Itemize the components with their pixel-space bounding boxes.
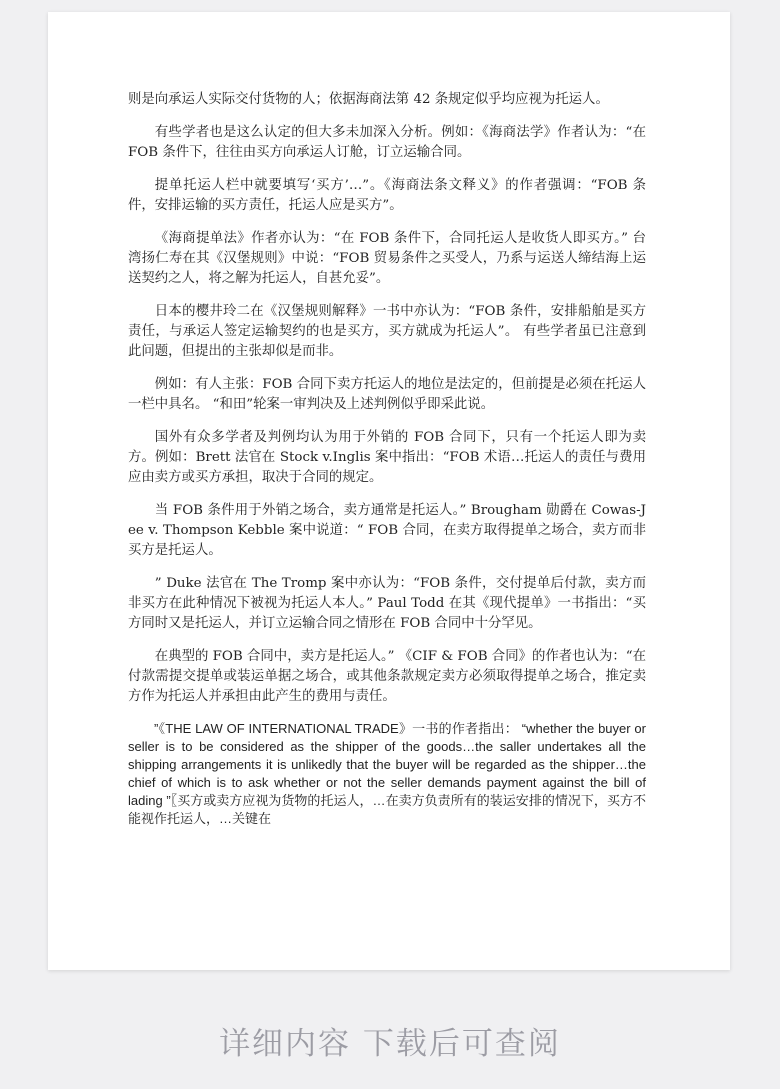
paragraph-6: 例如：有人主张：FOB 合同下卖方托运人的地位是法定的，但前提是必须在托运人一栏中具名。 “和田”轮案一审判决及上述判例似乎即采此说。 xyxy=(128,377,646,412)
download-hint-text: 详细内容 下载后可查阅 xyxy=(219,1026,561,1062)
paragraph-2: 有些学者也是这么认定的但大多未加深入分析。例如：《海商法学》作者认为：“在 FOB 条件下，往往由买方向承运人订舱，订立运输合同。 xyxy=(128,125,646,160)
paragraph-11: ”《THE LAW OF INTERNATIONAL TRADE》一书的作者指出： “whether the buyer or seller is to be considered as the shipper of the goods…the saller undertakes all the shipping arrangements it is unlikedly that the buyer will be regarded as the shipper…the chief of which is to ask whether or not the seller demands payment against the bill of lading ”〖买方或卖方应视为货物的托运人，…在卖方负责所有的装运安排的情况下，买方不能视作托运人，…关键在 xyxy=(128,721,646,826)
document-page xyxy=(48,12,730,970)
paragraph-10: 在典型的 FOB 合同中，卖方是托运人。” 《CIF & FOB 合同》的作者也认为：“在付款需提交提单或装运单据之场合，或其他条款规定卖方必须取得提单之场合，推定卖方作为托运人并承担由此产生的费用与责任。 xyxy=(128,649,646,704)
paragraph-7: 国外有众多学者及判例均认为用于外销的 FOB 合同下，只有一个托运人即为卖方。例如：Brett 法官在 Stock v.Inglis 案中指出：“FOB 术语…托运人的责任与费用应由卖方或买方承担，取决于合同的规定。 xyxy=(128,430,646,485)
document-body xyxy=(128,90,646,841)
paragraph-9: ” Duke 法官在 The Tromp 案中亦认为：“FOB 条件，交付提单后付款，卖方而非买方在此种情况下被视为托运人本人。” Paul Todd 在其《现代提单》一书指出：“买方同时又是托运人，并订立运输合同之情形在 FOB 合同中十分罕见。 xyxy=(128,576,646,631)
paragraph-4: 《海商提单法》作者亦认为：“在 FOB 条件下，合同托运人是收货人即买方。” 台湾扬仁寿在其《汉堡规则》中说：“FOB 贸易条件之买受人，乃系与运送人缔结海上运送契约之人，将之解为托运人，自甚允妥”。 xyxy=(128,231,646,286)
paragraph-1: 则是向承运人实际交付货物的人；依据海商法第 42 条规定似乎均应视为托运人。 xyxy=(128,92,609,107)
paragraph-3: 提单托运人栏中就要填写‘买方’…”。《海商法条文释义》的作者强调：“FOB 条件，安排运输的买方责任，托运人应是买方”。 xyxy=(128,178,646,213)
paragraph-8: 当 FOB 条件用于外销之场合，卖方通常是托运人。” Brougham 勋爵在 Cowas-Jee v. Thompson Kebble 案中说道：“ FOB 合同，在卖方取得提单之场合，卖方而非买方是托运人。 xyxy=(128,503,646,558)
paragraph-5: 日本的樱井玲二在《汉堡规则解释》一书中亦认为：“FOB 条件，安排船舶是买方责任，与承运人签定运输契约的也是买方，买方就成为托运人”。 有些学者虽已注意到此问题，但提出的主张却似是而非。 xyxy=(128,304,646,359)
